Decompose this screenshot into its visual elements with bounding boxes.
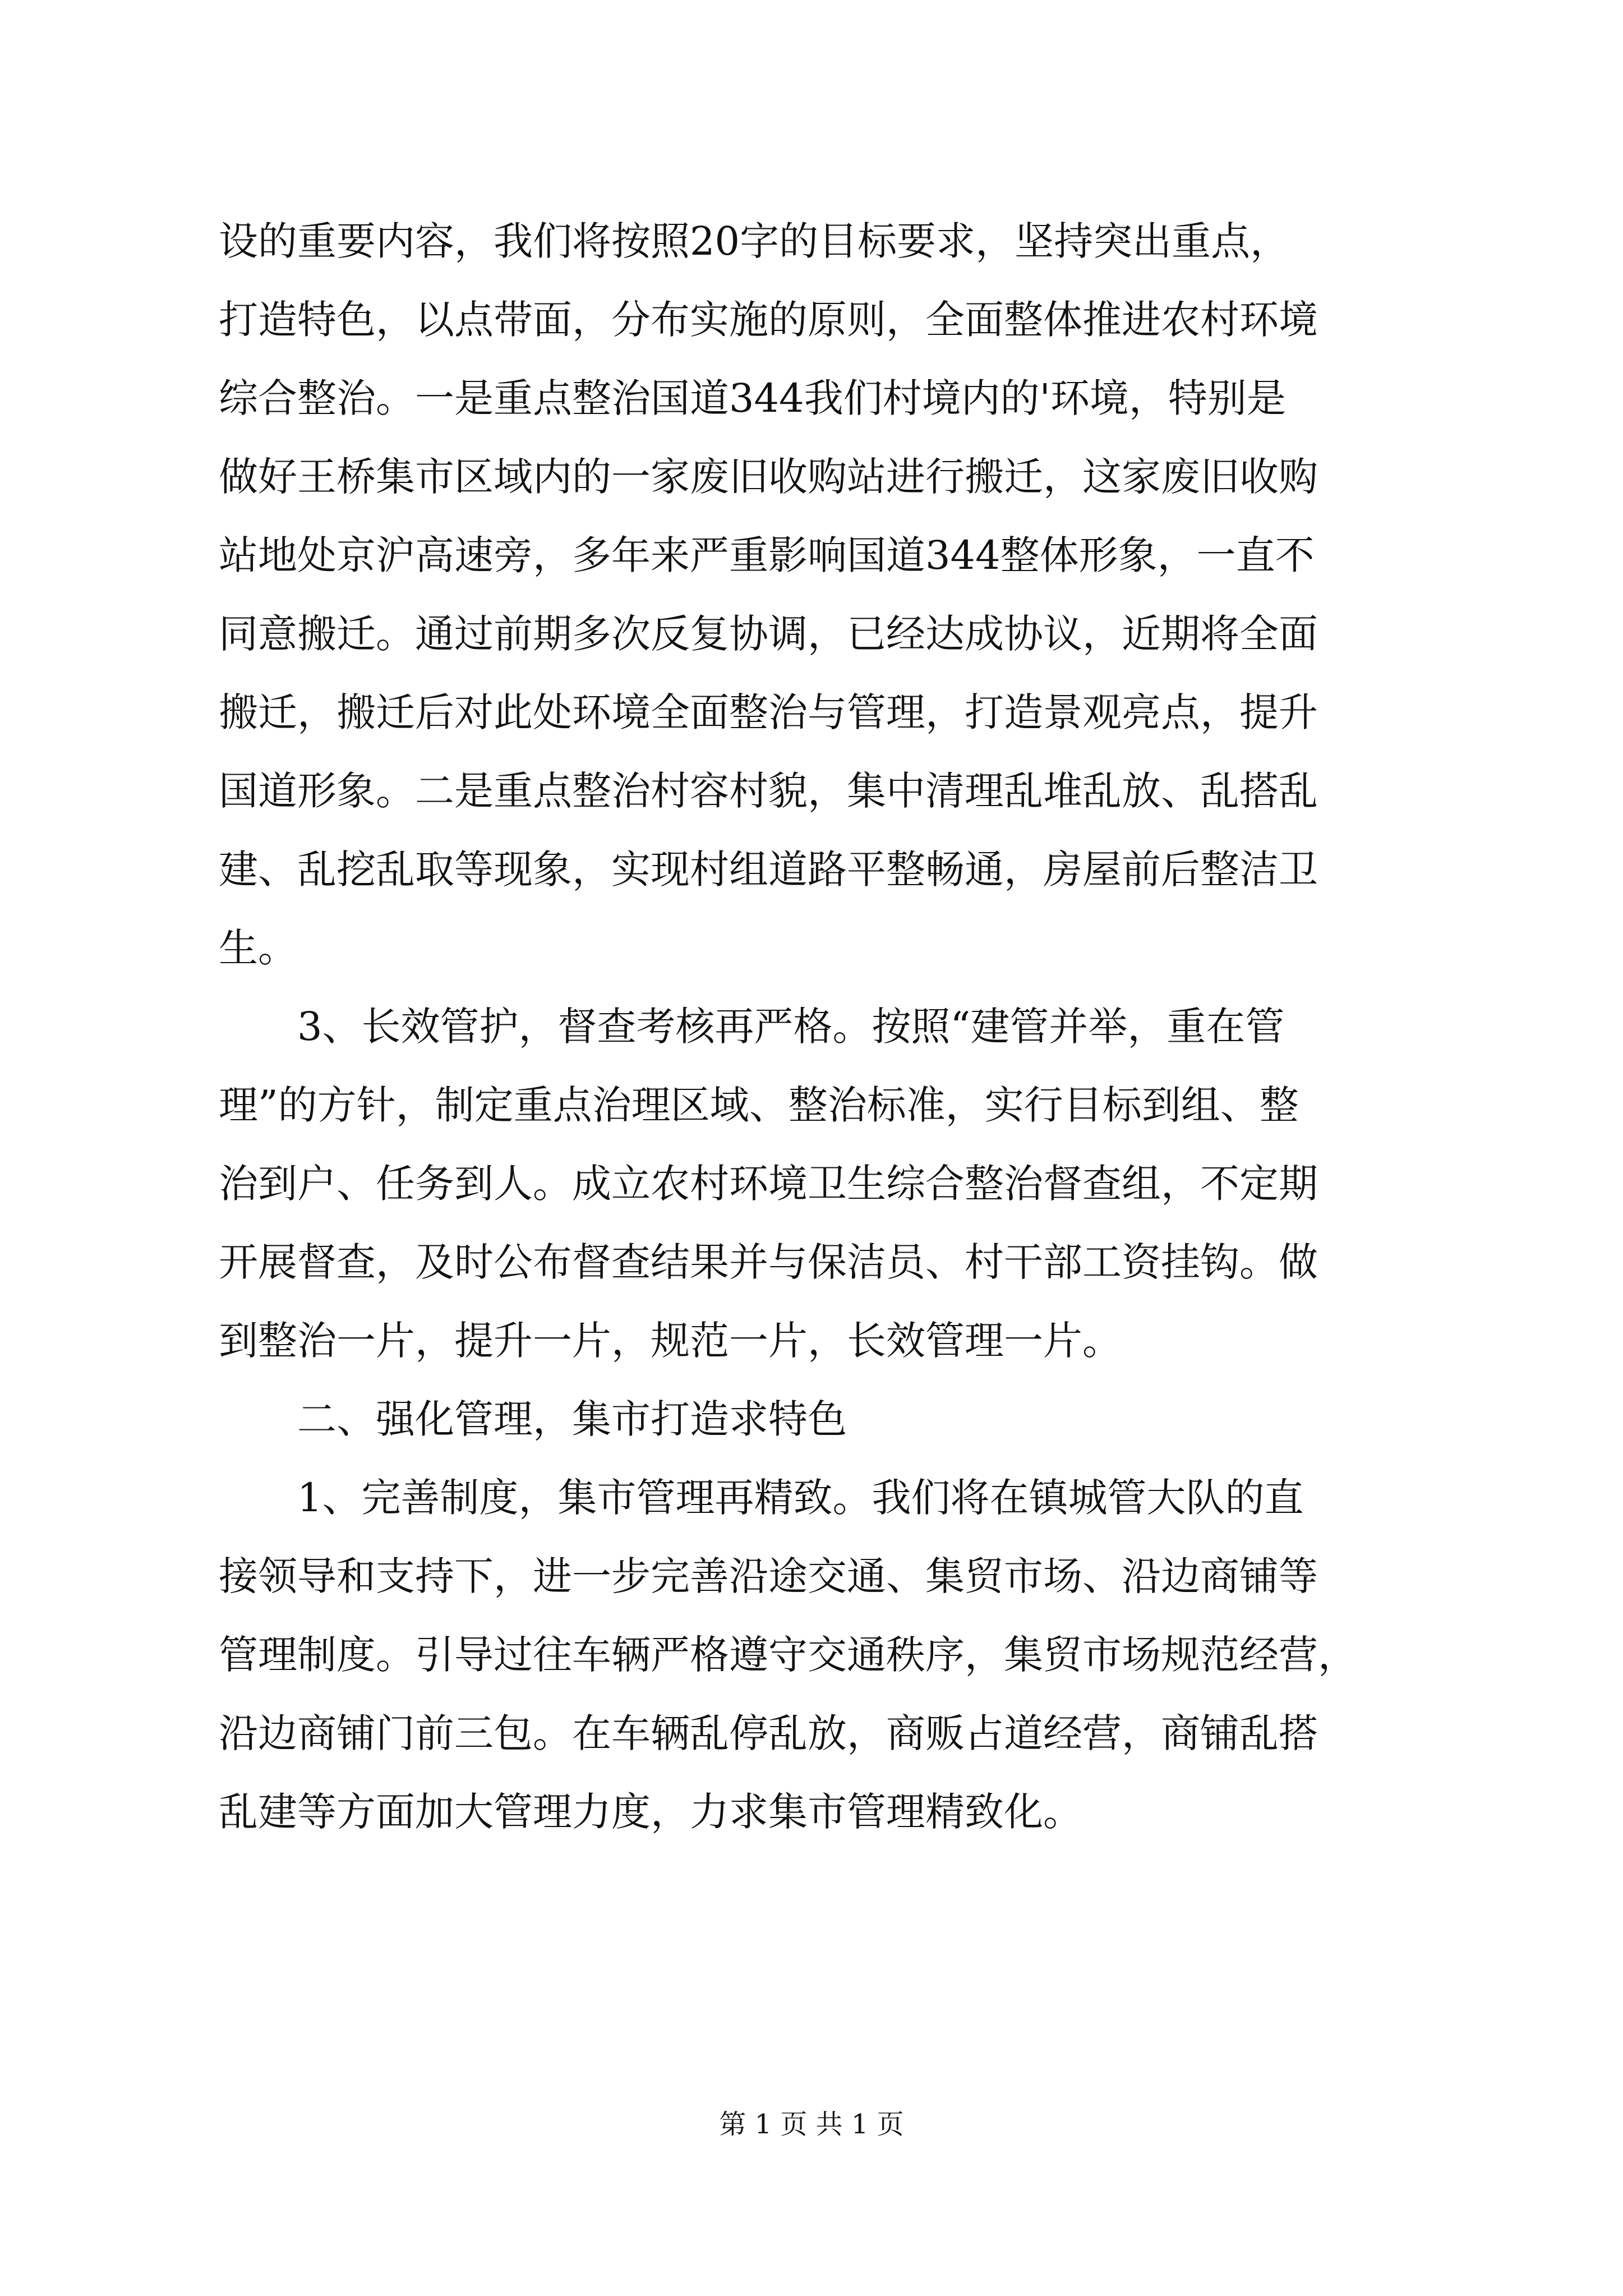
text-line: 到整治一片，提升一片，规范一片，长效管理一片。 — [219, 1318, 1122, 1364]
text-line: 做好王桥集市区域内的一家废旧收购站进行搬迁，这家废旧收购 — [219, 454, 1318, 500]
text-line: 生。 — [219, 925, 297, 971]
text-line: 理”的方针，制定重点治理区域、整治标准，实行目标到组、整 — [219, 1082, 1299, 1128]
text-line: 站地处京沪高速旁，多年来严重影响国道344整体形象，一直不 — [219, 532, 1315, 578]
text-line: 开展督查，及时公布督查结果并与保洁员、村干部工资挂钩。做 — [219, 1239, 1318, 1285]
text-line: 搬迁，搬迁后对此处环境全面整治与管理，打造景观亮点，提升 — [219, 689, 1318, 735]
text-line: 打造特色，以点带面，分布实施的原则，全面整体推进农村环境 — [219, 297, 1318, 343]
text-line: 管理制度。引导过往车辆严格遵守交通秩序，集贸市场规范经营， — [219, 1632, 1357, 1678]
body-text — [219, 202, 1424, 1851]
text-line: 沿边商铺门前三包。在车辆乱停乱放，商贩占道经营，商铺乱搭 — [219, 1710, 1318, 1756]
text-line: 1、完善制度，集市管理再精致。我们将在镇城管大队的直 — [219, 1475, 1304, 1521]
text-line: 综合整治。一是重点整治国道344我们村境内的'环境，特别是 — [219, 375, 1286, 421]
text-line: 同意搬迁。通过前期多次反复协调，已经达成协议，近期将全面 — [219, 611, 1318, 657]
section-heading: 二、强化管理，集市打造求特色 — [219, 1396, 847, 1442]
text-line: 设的重要内容，我们将按照20字的目标要求，坚持突出重点， — [219, 218, 1290, 264]
page-footer: 第 1 页 共 1 页 — [719, 2109, 904, 2140]
text-line: 乱建等方面加大管理力度，力求集市管理精致化。 — [219, 1789, 1082, 1835]
text-line: 治到户、任务到人。成立农村环境卫生综合整治督查组，不定期 — [219, 1161, 1318, 1207]
text-line: 国道形象。二是重点整治村容村貌，集中清理乱堆乱放、乱搭乱 — [219, 768, 1318, 814]
text-line: 接领导和支持下，进一步完善沿途交通、集贸市场、沿边商铺等 — [219, 1553, 1318, 1599]
text-line: 建、乱挖乱取等现象，实现村组道路平整畅通，房屋前后整洁卫 — [219, 846, 1318, 892]
text-line: 3、长效管护，督查考核再严格。按照“建管并举，重在管 — [219, 1004, 1285, 1050]
